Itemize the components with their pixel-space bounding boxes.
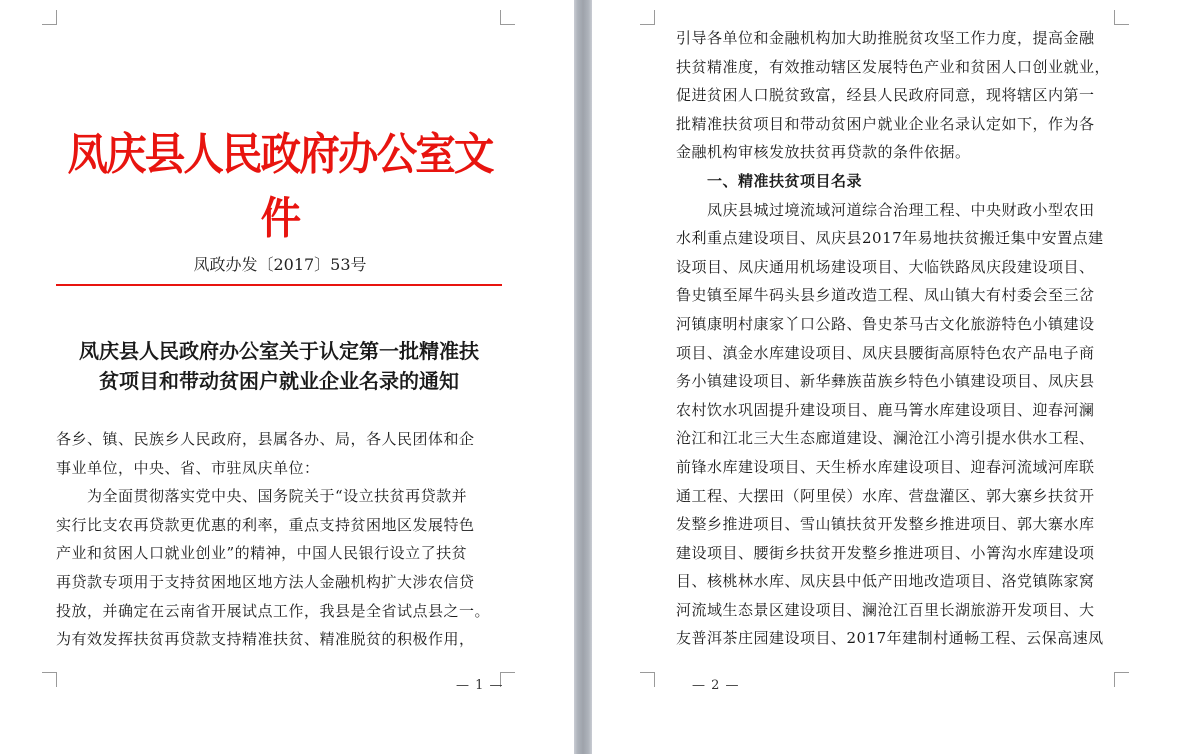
page-number: — 2 — bbox=[692, 678, 740, 693]
crop-mark-top-right bbox=[1114, 10, 1129, 25]
body-line: 投放，并确定在云南省开展试点工作，我县是全省试点县之一。 bbox=[56, 601, 491, 620]
list-line: 沧江和江北三大生态廊道建设、澜沧江小湾引提水供水工程、 bbox=[676, 429, 1095, 448]
notice-title-line: 凤庆县人民政府办公室关于认定第一批精准扶 bbox=[79, 339, 479, 363]
list-line: 凤庆县城过境流域河道综合治理工程、中央财政小型农田 bbox=[676, 200, 1095, 219]
list-line: 项目、滇金水库建设项目、凤庆县腰街高原特色农产品电子商 bbox=[676, 343, 1095, 362]
body-line: 批精准扶贫项目和带动贫困户就业企业名录认定如下，作为各 bbox=[676, 114, 1095, 133]
page-number: — 1 — bbox=[456, 678, 504, 693]
crop-mark-top-left bbox=[42, 10, 57, 25]
list-line: 设项目、凤庆通用机场建设项目、大临铁路凤庆段建设项目、 bbox=[676, 257, 1095, 276]
document-number: 凤政办发〔2017〕53号 bbox=[193, 255, 367, 274]
list-line: 通工程、大摆田（阿里侯）水库、营盘灌区、郭大寨乡扶贫开 bbox=[676, 486, 1095, 505]
crop-mark-top-left bbox=[640, 10, 655, 25]
list-line: 水利重点建设项目、凤庆县2017年易地扶贫搬迁集中安置点建 bbox=[676, 229, 1104, 248]
notice-title bbox=[56, 336, 502, 396]
list-line: 务小镇建设项目、新华彝族苗族乡特色小镇建设项目、凤庆县 bbox=[676, 372, 1095, 391]
body-line: 实行比支农再贷款更优惠的利率，重点支持贫困地区发展特色 bbox=[56, 515, 475, 534]
body-line: 为有效发挥扶贫再贷款支持精准扶贫、精准脱贫的积极作用， bbox=[56, 630, 475, 649]
body-line: 促进贫困人口脱贫致富，经县人民政府同意，现将辖区内第一 bbox=[676, 86, 1095, 105]
list-line: 发整乡推进项目、雪山镇扶贫开发整乡推进项目、郭大寨水库 bbox=[676, 515, 1095, 534]
list-line: 友普洱茶庄园建设项目、2017年建制村通畅工程、云保高速凤 bbox=[676, 629, 1104, 648]
crop-mark-bottom-left bbox=[42, 672, 57, 687]
notice-title-line: 贫项目和带动贫困户就业企业名录的通知 bbox=[99, 369, 459, 393]
body-line: 为全面贯彻落实党中央、国务院关于“设立扶贫再贷款并 bbox=[56, 487, 468, 506]
page-gap bbox=[574, 0, 592, 754]
body-line: 各乡、镇、民族乡人民政府，县属各办、局，各人民团体和企 bbox=[56, 430, 475, 448]
body-line: 产业和贫困人口就业创业”的精神，中国人民银行设立了扶贫 bbox=[56, 544, 468, 563]
document-page-1 bbox=[0, 0, 574, 754]
body-line: 引导各单位和金融机构加大助推脱贫攻坚工作力度，提高金融 bbox=[676, 29, 1095, 47]
crop-mark-bottom-right bbox=[1114, 672, 1129, 687]
list-line: 前锋水库建设项目、天生桥水库建设项目、迎春河流域河库联 bbox=[676, 457, 1095, 476]
list-line: 鲁史镇至犀牛码头县乡道改造工程、凤山镇大有村委会至三岔 bbox=[676, 286, 1095, 305]
page-1-body bbox=[56, 425, 506, 654]
list-line: 河流域生态景区建设项目、澜沧江百里长湖旅游开发项目、大 bbox=[676, 600, 1095, 619]
red-separator-line bbox=[56, 284, 502, 286]
body-line: 事业单位，中央、省、市驻凤庆单位： bbox=[56, 458, 320, 477]
list-line: 河镇康明村康家丫口公路、鲁史茶马古文化旅游特色小镇建设 bbox=[676, 314, 1095, 333]
section-heading: 一、精准扶贫项目名录 bbox=[676, 171, 863, 190]
crop-mark-bottom-left bbox=[640, 672, 655, 687]
list-line: 建设项目、腰街乡扶贫开发整乡推进项目、小箐沟水库建设项 bbox=[676, 543, 1095, 562]
red-header-title: 凤庆县人民政府办公室文件 bbox=[67, 129, 493, 244]
body-line: 扶贫精准度，有效推动辖区发展特色产业和贫困人口创业就业， bbox=[676, 57, 1111, 76]
list-line: 农村饮水巩固提升建设项目、鹿马箐水库建设项目、迎春河澜 bbox=[676, 400, 1095, 419]
body-line: 再贷款专项用于支持贫困地区地方法人金融机构扩大涉农信贷 bbox=[56, 572, 475, 591]
crop-mark-top-right bbox=[500, 10, 515, 25]
page-2-body bbox=[676, 24, 1126, 653]
list-line: 目、核桃林水库、凤庆县中低产田地改造项目、洛党镇陈家窝 bbox=[676, 572, 1095, 591]
body-line: 金融机构审核发放扶贫再贷款的条件依据。 bbox=[676, 143, 971, 162]
